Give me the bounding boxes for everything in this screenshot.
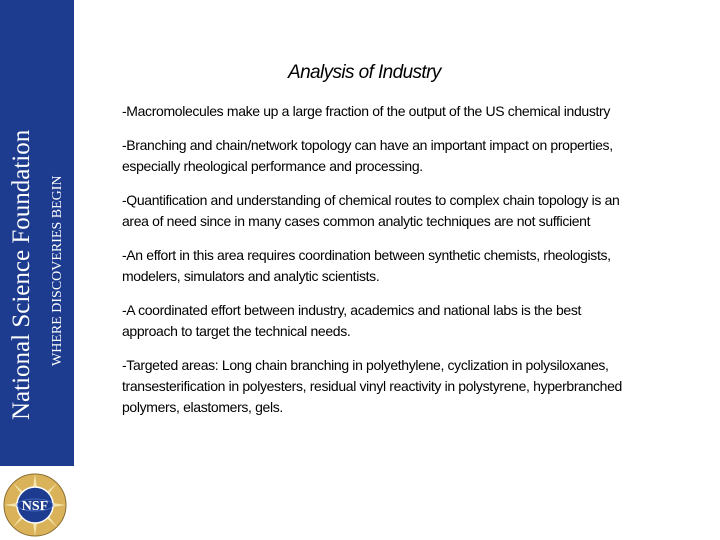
- bullet-item: -A coordinated effort between industry, academics and national labs is the best approach to target the technical needs.: [122, 302, 582, 339]
- logo-text: NSF: [21, 499, 49, 514]
- bullet-item: -Quantification and understanding of chemical routes to complex chain topology is an area of need since in many cases common analytic techniques are not sufficient: [122, 192, 620, 229]
- bullet-list: [122, 101, 622, 431]
- slide-title: Analysis of Industry: [288, 62, 441, 83]
- bullet-item: -Targeted areas: Long chain branching in polyethylene, cyclization in polysiloxanes, transesterification in polyesters, residual vinyl reactivity in polystyrene, hyperbranched polymers, elastomers, gels.: [122, 357, 622, 415]
- organization-name: National Science Foundation: [8, 129, 35, 420]
- bullet-item: -Macromolecules make up a large fraction of the output of the US chemical industry: [122, 103, 610, 119]
- nsf-logo: [2, 472, 68, 538]
- bullet-item: -An effort in this area requires coordination between synthetic chemists, rheologists, modelers, simulators and analytic scientists.: [122, 247, 611, 284]
- organization-tagline: WHERE DISCOVERIES BEGIN: [50, 175, 65, 366]
- bullet-item: -Branching and chain/network topology can have an important impact on properties, especially rheological performance and processing.: [122, 137, 613, 174]
- sidebar-text-group: [0, 0, 74, 466]
